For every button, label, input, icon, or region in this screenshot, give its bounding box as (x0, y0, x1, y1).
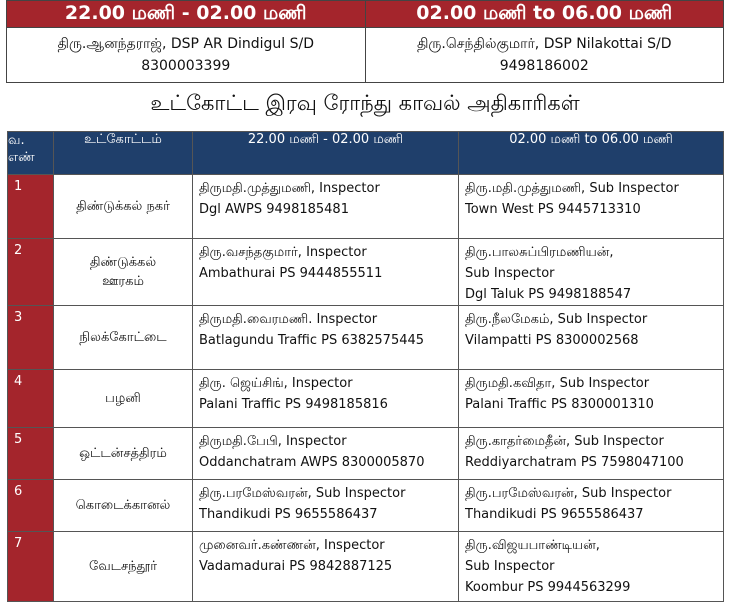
subdivision-name-line: திண்டுக்கல் (89, 255, 157, 270)
top-right-body (366, 28, 724, 82)
row-officer-shift-1 (193, 532, 459, 602)
row-serial-no: 4 (8, 370, 54, 428)
patrol-table (7, 131, 724, 602)
row-subdivision (54, 370, 193, 428)
subdivision-name-line: ஒட்டன்சத்திரம் (79, 446, 167, 461)
subdivision-name-line: ஊரகம் (102, 274, 144, 289)
officer-detail-line: Dgl Taluk PS 9498188547 (465, 287, 632, 302)
row-officer-shift-2 (459, 175, 724, 239)
top-right-officer: திரு.செந்தில்குமார், DSP Nilakottai S/D (416, 36, 672, 52)
officer-detail-line: Koombur PS 9944563299 (465, 580, 631, 595)
table-header-row (8, 132, 724, 175)
subdivision-name-line: நிலக்கோட்டை (79, 330, 167, 345)
officer-detail-line: திரு.பாலசுப்பிரமணியன், (465, 245, 614, 260)
row-officer-shift-1 (193, 175, 459, 239)
officer-detail-line: திருமதி.பேபி, Inspector (199, 434, 347, 449)
subdivision-name-line: திண்டுக்கல் நகர் (76, 199, 170, 214)
officer-detail-line: Vilampatti PS 8300002568 (465, 333, 639, 348)
table-row (8, 175, 724, 239)
table-row (8, 370, 724, 428)
officer-detail-line: திரு. ஜெய்சிங், Inspector (199, 376, 353, 391)
header-shift-2: 02.00 மணி to 06.00 மணி (459, 132, 724, 175)
officer-detail-line: Ambathurai PS 9444855511 (199, 266, 383, 281)
subdivision-name-line: கொடைக்கானல் (75, 498, 171, 513)
officer-detail-line: Town West PS 9445713310 (465, 202, 641, 217)
officer-detail-line: Palani Traffic PS 8300001310 (465, 397, 654, 412)
row-officer-shift-2 (459, 428, 724, 480)
top-left-cell (7, 1, 365, 82)
row-serial-no: 3 (8, 306, 54, 370)
table-row (8, 239, 724, 306)
officer-detail-line: Thandikudi PS 9655586437 (465, 507, 644, 522)
table-row (8, 306, 724, 370)
subdivision-name-line: வேடசந்தூர் (88, 559, 158, 574)
officer-detail-line: Sub Inspector (465, 559, 555, 574)
officer-detail-line: திருமதி.முத்துமணி, Inspector (199, 181, 380, 196)
top-right-header: 02.00 மணி to 06.00 மணி (366, 1, 724, 28)
officer-detail-line: Thandikudi PS 9655586437 (199, 507, 378, 522)
officer-detail-line: Batlagundu Traffic PS 6382575445 (199, 333, 425, 348)
officer-detail-line: Dgl AWPS 9498185481 (199, 202, 349, 217)
row-subdivision (54, 239, 193, 306)
row-subdivision (54, 175, 193, 239)
officer-detail-line: Oddanchatram AWPS 8300005870 (199, 455, 425, 470)
officer-detail-line: திரு.வசந்தகுமார், Inspector (199, 245, 367, 260)
officer-detail-line: திரு.பரமேஸ்வரன், Sub Inspector (465, 486, 672, 501)
row-officer-shift-2 (459, 480, 724, 532)
row-subdivision (54, 480, 193, 532)
row-serial-no: 7 (8, 532, 54, 602)
officer-detail-line: திரு.நீலமேகம், Sub Inspector (465, 312, 648, 327)
row-officer-shift-2 (459, 370, 724, 428)
officer-detail-line: Palani Traffic PS 9498185816 (199, 397, 388, 412)
table-row (8, 480, 724, 532)
row-officer-shift-1 (193, 239, 459, 306)
header-serial-line1: வ. (8, 133, 25, 148)
officer-detail-line: Vadamadurai PS 9842887125 (199, 559, 393, 574)
officer-detail-line: திரு.மதி.முத்துமணி, Sub Inspector (465, 181, 679, 196)
officer-detail-line: Reddiyarchatram PS 7598047100 (465, 455, 684, 470)
header-serial-no (8, 132, 54, 175)
row-officer-shift-1 (193, 428, 459, 480)
officer-detail-line: திரு.விஜயபாண்டியன், (465, 538, 600, 553)
row-serial-no: 2 (8, 239, 54, 306)
row-serial-no: 5 (8, 428, 54, 480)
row-serial-no: 6 (8, 480, 54, 532)
row-officer-shift-2 (459, 532, 724, 602)
top-left-header: 22.00 மணி - 02.00 மணி (7, 1, 365, 28)
row-officer-shift-2 (459, 306, 724, 370)
header-serial-line2: எண் (8, 150, 35, 165)
row-officer-shift-2 (459, 239, 724, 306)
header-subdivision: உட்கோட்டம் (54, 132, 193, 175)
officer-detail-line: முனைவர்.கண்ணன், Inspector (199, 538, 385, 553)
top-left-body (7, 28, 365, 82)
top-shift-table (6, 0, 724, 83)
header-shift-1: 22.00 மணி - 02.00 மணி (193, 132, 459, 175)
page-title: உட்கோட்ட இரவு ரோந்து காவல் அதிகாரிகள் (150, 91, 580, 115)
row-officer-shift-1 (193, 370, 459, 428)
row-serial-no: 1 (8, 175, 54, 239)
officer-detail-line: திரு.பரமேஸ்வரன், Sub Inspector (199, 486, 406, 501)
officer-detail-line: Sub Inspector (465, 266, 555, 281)
top-left-phone: 8300003399 (141, 58, 231, 74)
row-officer-shift-1 (193, 480, 459, 532)
top-right-cell (365, 1, 724, 82)
row-subdivision (54, 428, 193, 480)
officer-detail-line: திரு.காதர்மைதீன், Sub Inspector (465, 434, 664, 449)
officer-detail-line: திருமதி.கவிதா, Sub Inspector (465, 376, 650, 391)
row-officer-shift-1 (193, 306, 459, 370)
top-right-phone: 9498186002 (499, 58, 589, 74)
row-subdivision (54, 532, 193, 602)
row-subdivision (54, 306, 193, 370)
table-row (8, 428, 724, 480)
table-row (8, 532, 724, 602)
top-left-officer: திரு.ஆனந்தராஜ், DSP AR Dindigul S/D (57, 36, 315, 52)
officer-detail-line: திருமதி.வைரமணி. Inspector (199, 312, 378, 327)
subdivision-name-line: பழனி (105, 391, 141, 406)
